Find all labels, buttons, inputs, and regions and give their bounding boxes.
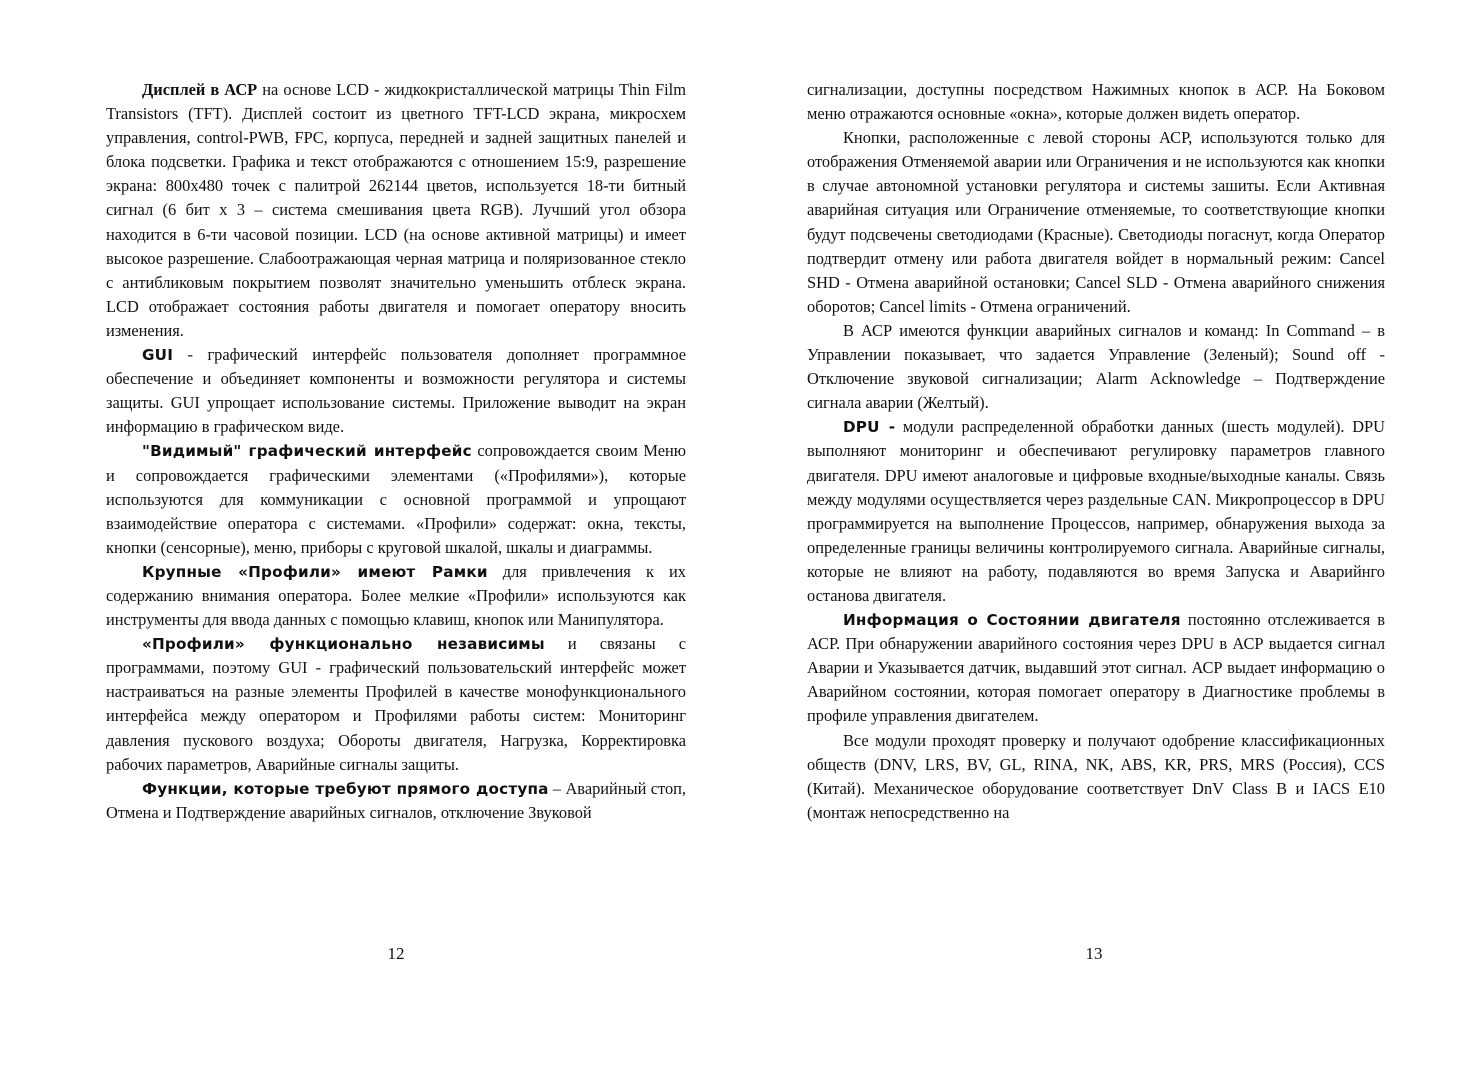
paragraph-large-profiles (106, 560, 686, 632)
paragraph-display (106, 78, 686, 343)
paragraph-alarm-functions (807, 319, 1385, 415)
paragraph-direct-access (106, 777, 686, 825)
paragraph-lead: DPU - (843, 418, 896, 437)
paragraph-certification (807, 729, 1385, 825)
paragraph-left-buttons (807, 126, 1385, 319)
page-number-left: 12 (387, 944, 405, 963)
paragraph-lead: «Профили» функционально независимы (142, 635, 545, 654)
paragraph-lead: GUI (142, 346, 174, 365)
paragraph-independent-profiles (106, 632, 686, 777)
paragraph-lead: Дисплей в АСР (142, 80, 258, 99)
paragraph-text: сопровождается своим Меню и сопровождается графическими элементами («Профилями»), которые используются для коммуникации с основной программой и упрощают взаимодействие оператора с системами. «Профили» содержат: окна, тексты, кнопки (сенсорные), меню, приборы с круговой шкалой, шкалы и диаграммы. (106, 441, 686, 557)
paragraph-dpu (807, 415, 1385, 608)
paragraph-lead: Крупные «Профили» имеют Рамки (142, 562, 488, 581)
paragraph-lead: "Видимый" графический интерфейс (142, 442, 472, 461)
right-page (807, 78, 1385, 825)
paragraph-text: постоянно отслеживается в АСР. При обнаружении аварийного состояния через DPU в АСР выдается сигнал Аварии и Указывается датчик, выдавший этот сигнал. АСР выдает информацию о Аварийном состоянии, которая помогает оператору в Диагностике проблемы в профиле управления двигателем. (807, 610, 1385, 726)
paragraph-text: - графический интерфейс пользователя дополняет программное обеспечение и объединяет компоненты и возможности регулятора и системы защиты. GUI упрощает использование системы. Приложение выводит на экран информацию в графическом виде. (106, 345, 686, 437)
paragraph-lead: Функции, которые требуют прямого доступа (142, 779, 549, 798)
paragraph-gui (106, 343, 686, 439)
paragraph-visible-gui (106, 439, 686, 559)
page-number-right: 13 (1085, 944, 1103, 963)
paragraph-text: Кнопки, расположенные с левой стороны АСР, используются только для отображения Отменяемой аварии или Ограничения и не используются как кнопки в случае автономной установки регулятора и системы зашиты. Если Активная аварийная ситуация или Ограничение отменяемые, то соответствующие кнопки будут подсвечены светодиодами (Красные). Светодиоды погаснут, когда Оператор подтвердит отмену или работа двигателя войдет в нормальный режим: Cancel SHD - Отмена аварийной остановки; Cancel SLD - Отмена аварийного снижения оборотов; Cancel limits - Отмена ограничений. (807, 128, 1385, 316)
paragraph-text: – Аварийный стоп, Отмена и Подтверждение аварийных сигналов, отключение Звуковой (106, 778, 687, 822)
paragraph-lead: Информация о Состоянии двигателя (843, 611, 1181, 630)
paragraph-text: Все модули проходят проверку и получают одобрение классификационных обществ (DNV, LRS, BV, GL, RINA, NK, ABS, KR, PRS, MRS (Россия), CCS (Китай). Механическое оборудование соответствует DnV Class B и IACS E10 (монтаж непосредственно на (807, 730, 1385, 822)
paragraph-engine-state (807, 608, 1385, 728)
paragraph-text: для привлечения к их содержанию внимания оператора. Более мелкие «Профили» используются как инструменты для ввода данных с помощью клавиш, кнопок или Манипулятора. (106, 561, 686, 630)
paragraph-text: на основе LCD - жидкокристаллической матрицы Thin Film Transistors (TFT). Дисплей состоит из цветного TFT-LCD экрана, микросхем управления, control-PWB, FPC, корпуса, передней и задней защитных панелей и блока подсветки. Графика и текст отображаются с отношением 15:9, разрешение экрана: 800х480 точек с палитрой 262144 цветов, используется 18-ти битный сигнал (6 бит х 3 – система смешивания цвета RGB). Лучший угол обзора находится в 6-ти часовой позиции. LCD (на основе активной матрицы) и имеет высокое разрешение. Слабоотражающая черная матрица и поляризованное стекло с антибликовым покрытием позволят значительно уменьшить отблеск экрана. LCD отображает состояния работы двигателя и помогает оператору вносить изменения. (106, 80, 686, 340)
paragraph-text: и связаны с программами, поэтому GUI - графический пользовательский интерфейс может настраиваться на разные элементы Профилей в качестве монофункционального интерфейса между оператором и Профилями работы систем: Мониторинг давления пускового воздуха; Обороты двигателя, Нагрузка, Корректировка рабочих параметров, Аварийные сигналы защиты. (106, 634, 686, 774)
left-page (106, 78, 686, 825)
paragraph-text: модули распределенной обработки данных (шесть модулей). DPU выполняют мониторинг и обеспечивают регулировку параметров главного двигателя. DPU имеют аналоговые и цифровые входные/выходные каналы. Связь между модулями осуществляется через раздельные CAN. Микропроцессор в DPU программируется на выполнение Процессов, например, обнаружения выхода за определенные границы величины контролируемого сигнала. Аварийные сигналы, которые не влияют на работу, подавляются во время Запуска и Аварийнго останова двигателя. (807, 417, 1385, 605)
paragraph-continuation: сигнализации, доступны посредством Нажимных кнопок в АСР. На Боковом меню отражаются основные «окна», которые должен видеть оператор. (807, 80, 1385, 124)
paragraph-text: В АСР имеются функции аварийных сигналов и команд: In Command – в Управлении показывает, что задается Управление (Зеленый); Sound off - Отключение звуковой сигнализации; Alarm Acknowledge – Подтверждение сигнала аварии (Желтый). (807, 320, 1385, 413)
